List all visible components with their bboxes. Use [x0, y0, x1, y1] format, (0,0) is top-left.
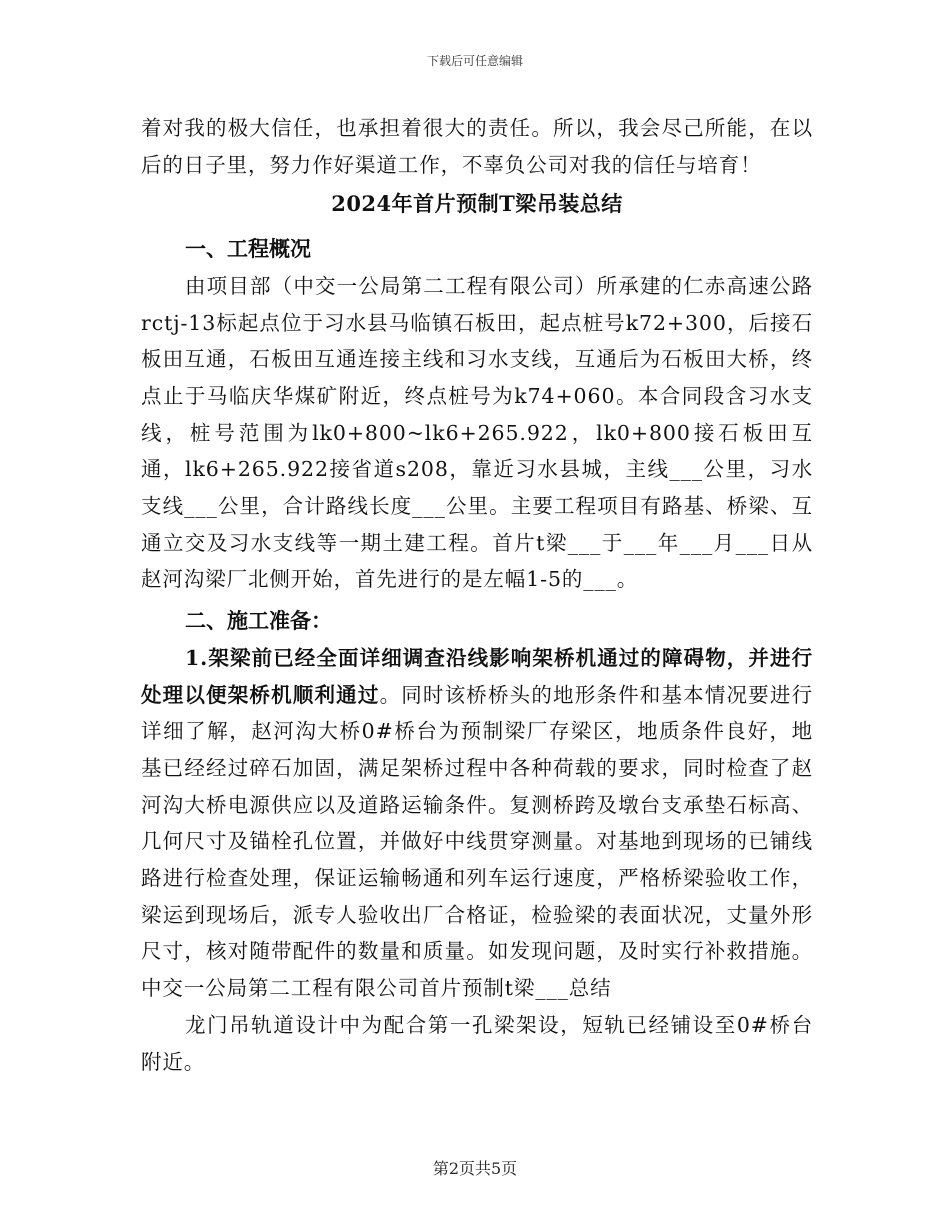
gantry-rail-paragraph: 龙门吊轨道设计中为配合第一孔梁架设，短轨已经铺设至0#桥台附近。	[141, 1012, 813, 1074]
section-heading-overview: 一、工程概况	[185, 236, 311, 262]
preparation-rest: 。同时该桥桥头的地形条件和基本情况要进行详细了解，赵河沟大桥0#桥台为预制梁厂存梁区，地质条件良好，地基已经经过碎石加固，满足架桥过程中各种荷载的要求，同时检查了赵河沟大桥电源供应以及道路运输条件。复测桥跨及墩台支承垫石标高、几何尺寸及锚栓孔位置，并做好中线贯穿测量。对基地到现场的已铺线路进行检查处理，保证运输畅通和列车运行速度，严格桥梁验收工作，梁运到现场后，派专人验收出厂合格证，检验梁的表面状况，丈量外形尺寸，核对随带配件的数量和质量。如发现问题，及时实行补救措施。中交一公局第二工程有限公司首片预制t梁___总结	[141, 682, 814, 1001]
document-body	[141, 110, 813, 1080]
page-header: 下载后可任意编辑	[426, 54, 523, 68]
preparation-bold-lead: 1.架梁前已经全面详细调查沿线影响架桥机通过的障碍物，并进行处理以便架桥机顺利通过	[141, 645, 813, 707]
document-title: 2024年首片预制T梁吊装总结	[331, 191, 623, 217]
overview-paragraph: 由项目部（中交一公局第二工程有限公司）所承建的仁赤高速公路rctj-13标起点位于习水县马临镇石板田，起点桩号k72+300，后接石板田互通，石板田互通连接主线和习水支线，互通后为石板田大桥，终点止于马临庆华煤矿附近，终点桩号为k74+060。本合同段含习水支线，桩号范围为lk0+800~lk6+265.922，lk0+800接石板田互通，lk6+265.922接省道s208，靠近习水县城，主线___公里，习水支线___公里，合计路线长度___公里。主要工程项目有路基、桥梁、互通立交及习水支线等一期土建工程。首片t梁___于___年___月___日从赵河沟梁厂北侧开始，首先进行的是左幅1-5的___。	[141, 273, 813, 592]
section-heading-preparation: 二、施工准备：	[185, 608, 332, 634]
continuation-paragraph: 着对我的极大信任，也承担着很大的责任。所以，我会尽己所能，在以后的日子里，努力作好渠道工作，不辜负公司对我的信任与培育！	[141, 116, 813, 177]
page-footer: 第2页共5页	[432, 1159, 518, 1178]
preparation-paragraph	[141, 640, 813, 1007]
